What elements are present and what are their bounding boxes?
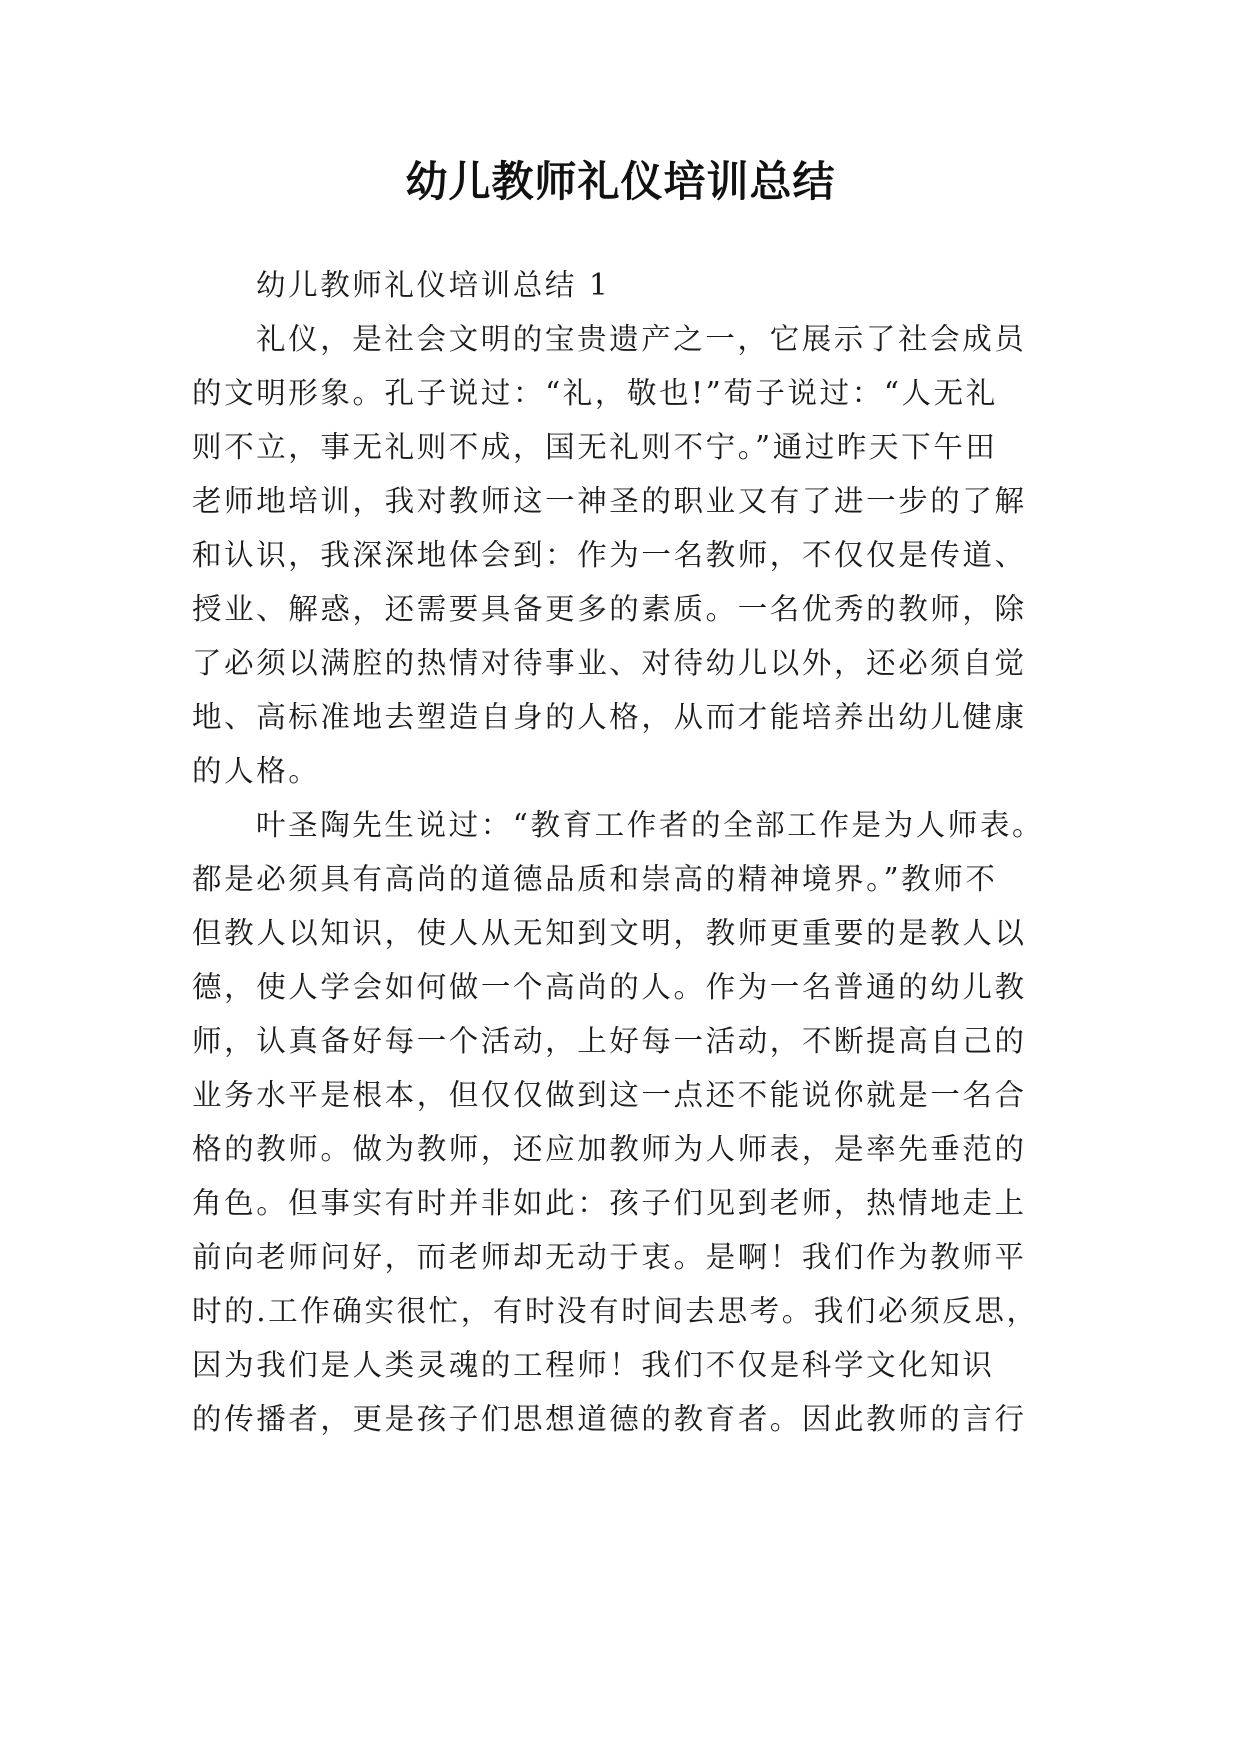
paragraph-2-line-5: 师，认真备好每一个活动，上好每一活动，不断提高自己的 [192,1024,1027,1058]
paragraph-2-line-1: 叶圣陶先生说过：“教育工作者的全部工作是为人师表。 [256,808,1045,842]
paragraph-1-line-5: 和认识，我深深地体会到：作为一名教师，不仅仅是传道、 [192,538,1027,572]
paragraph-1-line-4: 老师地培训，我对教师这一神圣的职业又有了进一步的了解 [192,484,1027,518]
paragraph-2-line-6: 业务水平是根本，但仅仅做到这一点还不能说你就是一名合 [192,1078,1027,1112]
paragraph-2-line-11: 因为我们是人类灵魂的工程师！我们不仅是科学文化知识 [192,1348,995,1382]
paragraph-1-line-9: 的人格。 [192,754,321,788]
paragraph-1-line-1: 礼仪，是社会文明的宝贵遗产之一，它展示了社会成员 [256,322,1027,356]
paragraph-2-line-4: 德，使人学会如何做一个高尚的人。作为一名普通的幼儿教 [192,970,1027,1004]
paragraph-1-line-8: 地、高标准地去塑造自身的人格，从而才能培养出幼儿健康 [192,700,1027,734]
paragraph-2-line-8: 角色。但事实有时并非如此：孩子们见到老师，热情地走上 [192,1186,1027,1220]
paragraph-2-line-3: 但教人以知识，使人从无知到文明，教师更重要的是教人以 [192,916,1027,950]
paragraph-1-line-2: 的文明形象。孔子说过：“礼，敬也!”荀子说过：“人无礼 [192,376,998,410]
paragraph-1-line-7: 了必须以满腔的热情对待事业、对待幼儿以外，还必须自觉 [192,646,1027,680]
paragraph-1-line-6: 授业、解惑，还需要具备更多的素质。一名优秀的教师，除 [192,592,1027,626]
paragraph-2-line-10: 时的.工作确实很忙，有时没有时间去思考。我们必须反思， [192,1294,1039,1328]
section-heading: 幼儿教师礼仪培训总结 1 [256,268,611,302]
paragraph-2-line-2: 都是必须具有高尚的道德品质和崇高的精神境界。”教师不 [192,862,998,896]
document-title: 幼儿教师礼仪培训总结 [405,157,836,206]
paragraph-2-line-7: 格的教师。做为教师，还应加教师为人师表，是率先垂范的 [192,1132,1027,1166]
paragraph-1-line-3: 则不立，事无礼则不成，国无礼则不宁。”通过昨天下午田 [192,430,998,464]
paragraph-2-line-9: 前向老师问好，而老师却无动于衷。是啊！我们作为教师平 [192,1240,1027,1274]
paragraph-2-line-12: 的传播者，更是孩子们思想道德的教育者。因此教师的言行 [192,1402,1027,1436]
